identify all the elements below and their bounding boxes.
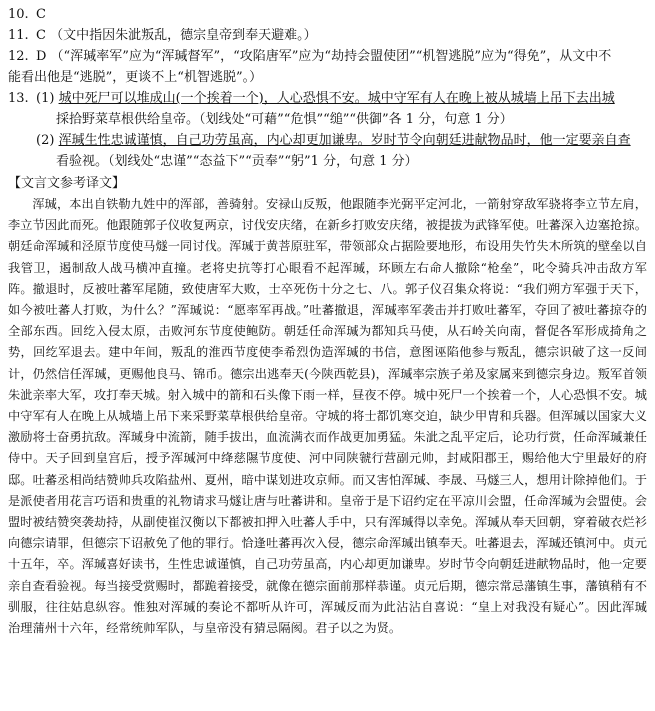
- answer-12-cont: [8, 67, 647, 88]
- answer-text-line1: 城中死尸可以堆成山(一个挨着一个)，人心恐惧不安。城中守军有人在晚上被从城墙上吊下去出城: [58, 91, 615, 106]
- answer-10: [8, 4, 647, 25]
- question-number: 11.: [8, 28, 29, 43]
- question-number: 10.: [8, 7, 29, 22]
- answer-13-part1-cont: [8, 109, 647, 130]
- answer-text-line2: 看验视。（划线处“忠谨”“态益下”“贡奉”“躬”1 分，句意 1 分）: [56, 154, 418, 169]
- answer-text-line2: 能看出他是“逃脱”，更谈不上“机智逃脱”。）: [8, 70, 263, 85]
- answer-text-line2: 採拾野菜草根供给皇帝。（划线处“可藉”“危惧”“缒”“供御”各 1 分，句意 1 分）: [56, 112, 513, 127]
- part-label: (1): [36, 91, 55, 106]
- answer-text: C: [36, 7, 46, 22]
- answer-11: [8, 25, 647, 46]
- question-number: 12.: [8, 49, 29, 64]
- answer-text-line1: D （“浑瑊率军”应为“浑瑊督军”，“攻陷唐军”应为“劫持会盟使团”“机智逃脱”应为“得免”，从文中不: [36, 49, 612, 64]
- answer-12: [8, 46, 647, 67]
- part-label: (2): [36, 133, 55, 148]
- question-number: 13.: [8, 91, 29, 106]
- translation-paragraph: 浑瑊，本出自铁勒九姓中的浑部，善骑射。安禄山反叛，他跟随李光弼平定河北，一箭射穿敌军骁将李立节左肩，李立节因此而死。他跟随郭子仪收复两京，讨伐安庆绪，在新乡打败安庆绪，被提拔为武锋军使。吐蕃深入边塞抢掠。朝廷命浑瑊和泾原节度使马燧一同讨伐。浑瑊于黄菩原驻军，带领部众占据险要地形，布设用失竹失木所筑的壁垒以自我管卫，遏制敌人战马横冲直撞。老将史抗等打心眼看不起浑瑊，环顾左右命人撤除“枪垒”，叱令骑兵冲击敌方军阵。撤退时，反被吐蕃军尾随，致使唐军大败，士卒死伤十分之七、八。郭子仪召集众将说：“我们朔方军强于天下，如今被吐蕃人打败，为什么？”浑瑊说：“愿率军再战。”吐蕃撤退，浑瑊率军袭击并打败吐蕃军，夺回了被吐蕃掠夺的全部东西。回纥入侵太原，击败河东节度使鲍防。朝廷任命浑瑊为都知兵马使，从石岭关向南，督促各军形成掎角之势，回纥军退去。建中年间，叛乱的淮西节度使李希烈伪造浑瑊的书信，意图诬陷他参与叛乱，德宗识破了这一反间计，仍然信任浑瑊，更赐他良马、锦币。德宗出逃奉天(今陕西乾县)，浑瑊率宗族子弟及家属来到德宗身边。叛军首领朱泚亲率大军，攻打奉天城。射入城中的箭和石头像下雨一样，昼夜不停。城中死尸一个挨着一个，人心恐惧不安。城中守军有人在晚上从城墙上吊下来采野菜草根供给皇帝。守城的将士都饥寒交迫，缺少甲胄和兵器。但浑瑊以国家大义激励将士奋勇抗敌。浑瑊身中流箭，随手拔出，血流满衣而作战更加勇猛。朱泚之乱平定后，论功行赏，任命浑瑊兼任侍中。天子回到皇宫后，授予浑瑊河中绛慈隰节度使、河中同陕虢行营副元帅，封咸阳郡王，赐给他大宁里最好的府邸。吐蕃丞相尚结赞帅兵攻陷盐州、夏州，暗中谋划进攻京师。而又害怕浑瑊、李晟、马燧三人，想用计除掉他们。于是派使者用花言巧语和贵重的礼物请求马燧让唐与吐蕃讲和。皇帝于是下诏约定在平凉川会盟，任命浑瑊为会盟使。会盟时被结赞突袭劫持，从副使崔汉衡以下都被扣押入吐蕃人手中，只有浑瑊得以幸免。浑瑊从奉天回朝，穿着破衣烂衫向德宗请罪，但德宗下诏赦免了他的罪行。恰逢吐蕃再次入侵，德宗命浑瑊出镇奉天。吐蕃退去，浑瑊还镇河中。贞元十五年，卒。浑瑊喜好读书，生性忠诚谨慎，自己功劳虽高，内心却更加谦卑。岁时节令向朝廷进献物品时，他一定要亲自查看验视。每当接受赏赐时，都跪着接受，就像在德宗面前那样恭谨。贞元后期，德宗常忌藩镇生事，藩镇稍有不驯服，往往姑息纵容。惟独对浑瑊的奏论不都听从许可，浑瑊反而为此沾沾自喜说：“皇上对我没有疑心”。因此浑瑊治理蒲州十六年，经常统帅军队，与皇帝没有猜忌隔阂。君子以之为贤。: [8, 197, 647, 636]
- answer-text-line1: 浑瑊生性忠诚谨慎，自己功劳虽高，内心却更加谦卑。岁时节令向朝廷进献物品时，他一定要亲自查: [58, 133, 631, 148]
- answer-13-part2: [8, 130, 647, 151]
- answer-13-part2-cont: [8, 151, 647, 172]
- answer-text: C （文中指因朱泚叛乱，德宗皇帝到奉天避难。）: [36, 28, 317, 43]
- answer-section: [8, 4, 647, 172]
- translation-heading: 【文言文参考译文】: [8, 176, 126, 191]
- translation-body: [8, 194, 647, 639]
- answer-13-part1: [8, 88, 647, 109]
